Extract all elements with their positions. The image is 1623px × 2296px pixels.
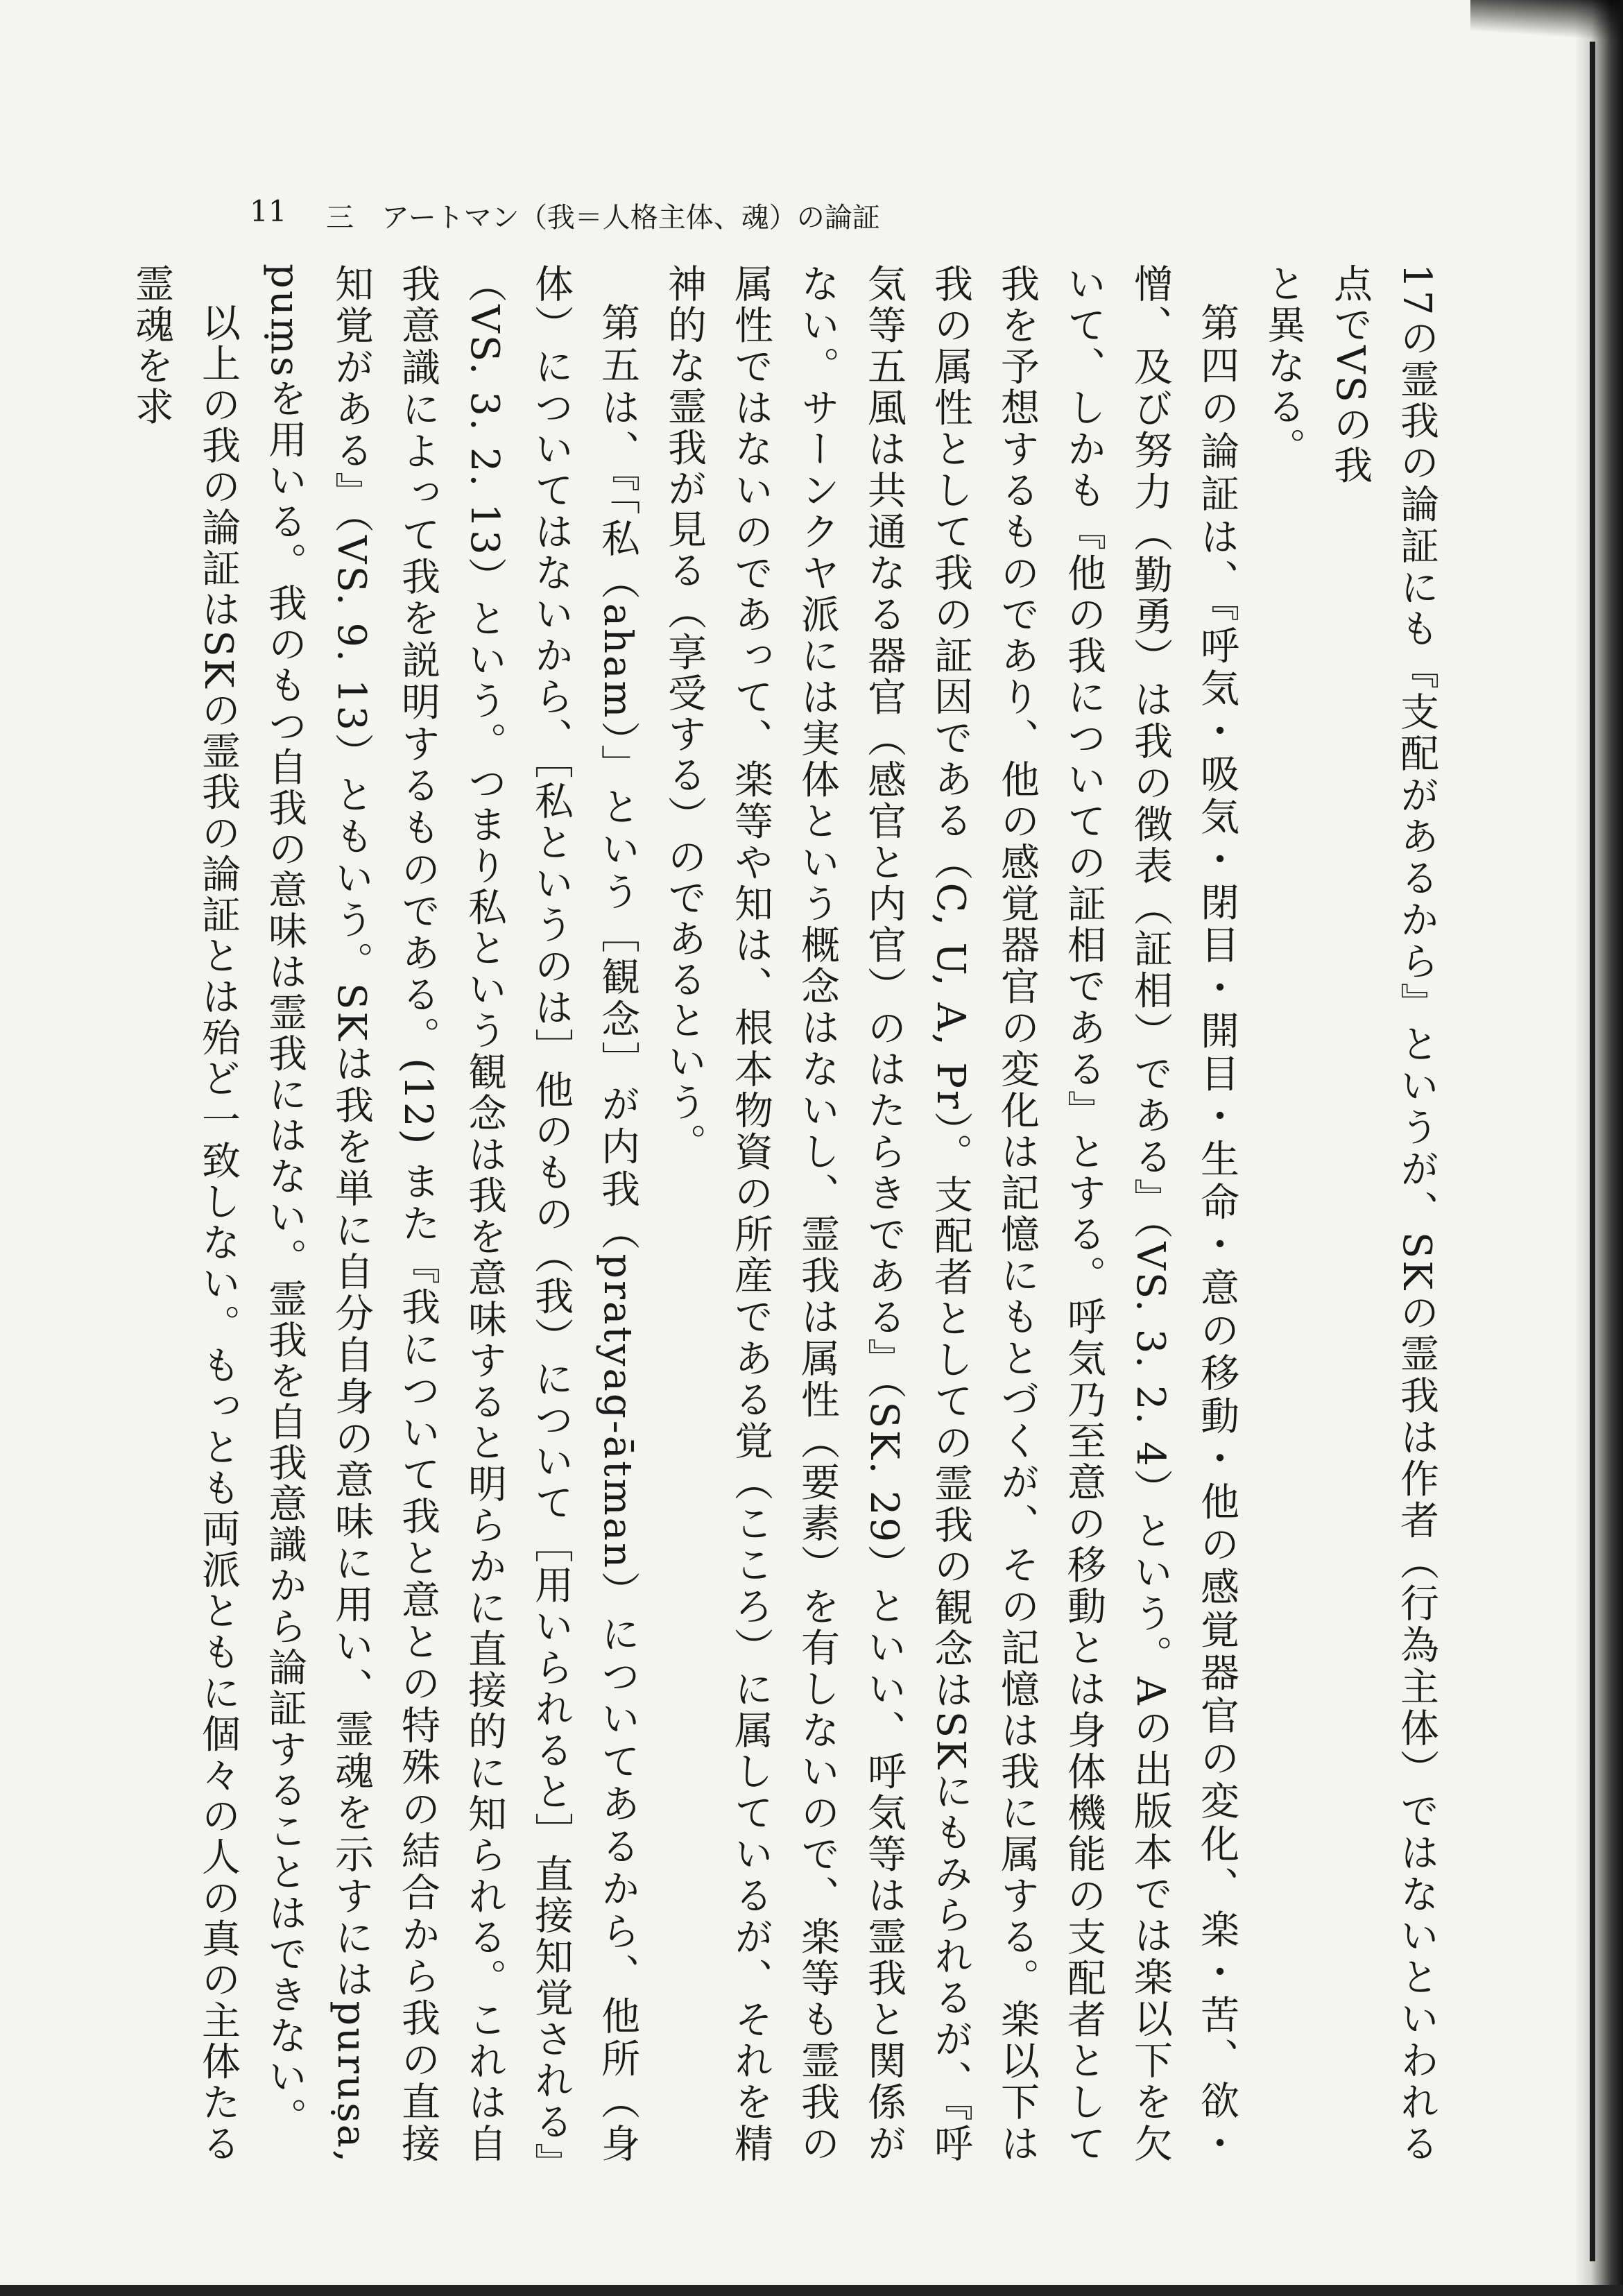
paragraph-continuation: 17の霊我の論証にも『支配があるから』というが、SKの霊我は作者（行為主体）ではないといわれる点でVSの我	[1328, 264, 1439, 2164]
paragraph: と異なる。	[1261, 264, 1306, 468]
paragraph: 第五は、『「私（aham）」という［観念］が内我（pratyag-ātman）についてあるから、他所（身体）についてはないから、［私というのは］他のもの（我）について［用いられると］直接知覚される』（VS. 3. 2. 13）という。つまり私という観念は我を意味すると明らかに直接的に知られる。これは自我意識によって我を説明するものである。(12) また『我について我と意との特殊の結合から我の直接知覚がある』（VS. 9. 13）ともいう。SKは我を単に自分自身の意味に用い、霊魂を示すにはpuruṣa, puṃsを用いる。我のもつ自我の意味は霊我にはない。霊我を自我意識から論証することはできない。	[262, 264, 640, 2164]
binding-shadow	[1574, 0, 1623, 2296]
paragraph: 第四の論証は、『呼気・吸気・閉目・開目・生命・意の移動・他の感覚器官の変化、楽・苦、欲・憎、及び努力（勤勇）は我の徴表（証相）である』（VS. 3. 2. 4）という。Aの出版本では楽以下を欠いて、しかも『他の我についての証相である』とする。呼気乃至意の移動とは身体機能の支配者として我を予想するものであり、他の感覚器官の変化は記憶にもとづくが、その記憶は我に属する。楽以下は我の属性として我の証因である（C, U, A, Pr）。支配者としての霊我の観念はSKにもみられるが、『呼気等五風は共通なる器官（感官と内官）のはたらきである』（SK. 29）といい、呼気等は霊我と関係がない。サーンクヤ派には実体という概念はないし、霊我は属性（要素）を有しないので、楽等も霊我の属性ではないのであって、楽等や知は、根本物資の所産である覚（こころ）に属しているが、それを精神的な霊我が見る（享受する）のであるという。	[662, 264, 1239, 2165]
body-text	[129, 264, 1450, 2165]
page-number: 11	[250, 194, 287, 228]
binding-edge	[1590, 42, 1595, 2261]
scan-bottom-edge	[0, 2285, 1623, 2296]
paragraph: 以上の我の論証はSKの霊我の論証とは殆ど一致しない。もっとも両派ともに個々の人の真の主体たる霊魂を求	[129, 264, 241, 2164]
running-head: 三 アートマン（我＝人格主体、魂）の論証	[326, 202, 880, 234]
